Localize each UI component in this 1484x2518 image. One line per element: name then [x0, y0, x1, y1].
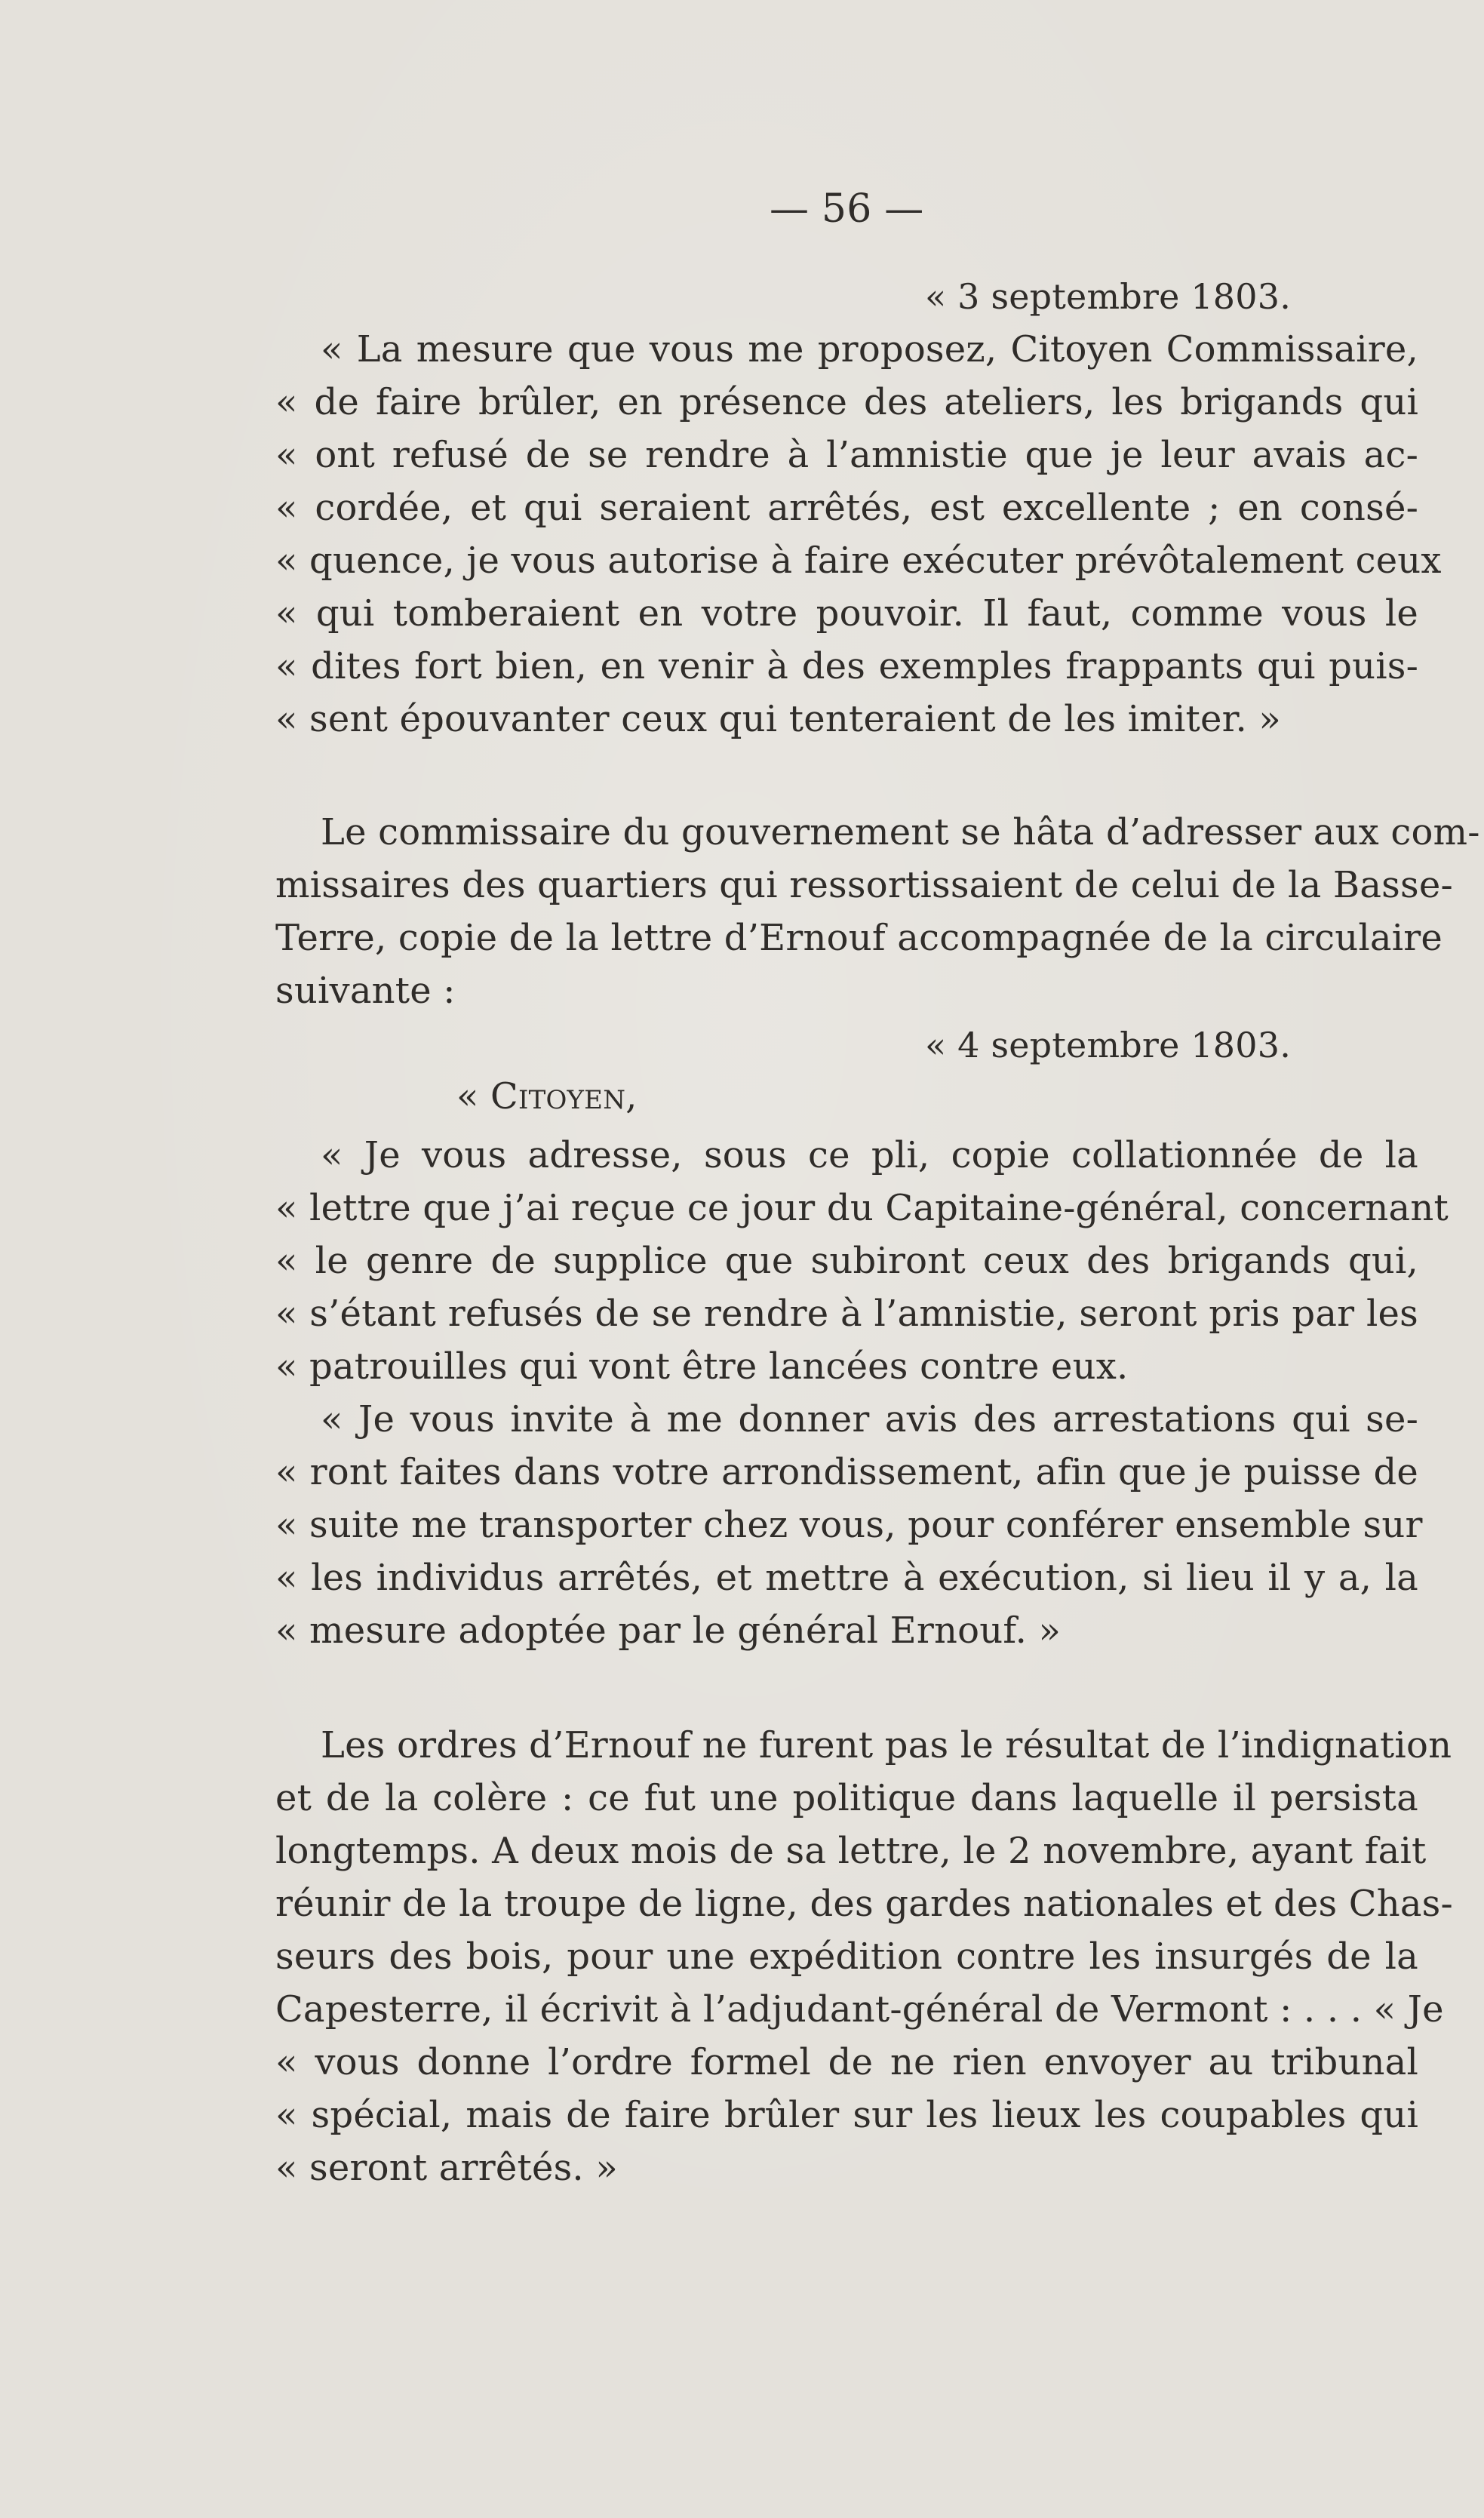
body-line: suivante :	[275, 970, 456, 1012]
letter-line: « Je vous invite à me donner avis des arrestations qui se-	[321, 1398, 1418, 1440]
letter-salutation: « Citoyen,	[456, 1075, 638, 1118]
letter-line: « mesure adoptée par le général Ernouf. »	[275, 1609, 1062, 1652]
body-line: « seront arrêtés. »	[275, 2147, 618, 2189]
letter-line: « cordée, et qui seraient arrêtés, est excellente ; en consé-	[275, 487, 1418, 529]
page-number: — 56 —	[770, 186, 924, 232]
letter-line: « ont refusé de se rendre à l’amnistie que je leur avais ac-	[275, 434, 1418, 476]
letter-date: « 4 septembre 1803.	[925, 1025, 1292, 1065]
letter-line: « ront faites dans votre arrondissement, afin que je puisse de	[275, 1451, 1418, 1493]
letter-line: « le genre de supplice que subiront ceux des brigands qui,	[275, 1240, 1418, 1282]
body-line: Terre, copie de la lettre d’Ernouf accompagnée de la circulaire	[275, 917, 1443, 959]
body-line: Le commissaire du gouvernement se hâta d’adresser aux com-	[321, 811, 1480, 853]
letter-line: « suite me transporter chez vous, pour conférer ensemble sur	[275, 1504, 1423, 1546]
letter-line: « sent épouvanter ceux qui tenteraient de les imiter. »	[275, 698, 1281, 740]
letter-line: « La mesure que vous me proposez, Citoyen Commissaire,	[321, 328, 1418, 370]
letter-line: « de faire brûler, en présence des ateliers, les brigands qui	[275, 381, 1418, 423]
body-line: réunir de la troupe de ligne, des gardes nationales et des Chas-	[275, 1883, 1453, 1925]
letter-date: « 3 septembre 1803.	[925, 276, 1292, 317]
letter-line: « Je vous adresse, sous ce pli, copie collationnée de la	[321, 1134, 1418, 1176]
body-line: Les ordres d’Ernouf ne furent pas le résultat de l’indignation	[321, 1724, 1452, 1766]
letter-line: « les individus arrêtés, et mettre à exécution, si lieu il y a, la	[275, 1557, 1418, 1599]
letter-line: « s’étant refusés de se rendre à l’amnistie, seront pris par les	[275, 1293, 1418, 1335]
body-line: Capesterre, il écrivit à l’adjudant-général de Vermont : . . . « Je	[275, 1988, 1444, 2031]
body-line: missaires des quartiers qui ressortissaient de celui de la Basse-	[275, 864, 1453, 906]
body-line: « vous donne l’ordre formel de ne rien envoyer au tribunal	[275, 2041, 1418, 2083]
letter-line: « quence, je vous autorise à faire exécuter prévôtalement ceux	[275, 540, 1442, 582]
letter-line: « qui tomberaient en votre pouvoir. Il faut, comme vous le	[275, 592, 1418, 635]
letter-line: « dites fort bien, en venir à des exemples frappants qui puis-	[275, 645, 1418, 687]
body-line: et de la colère : ce fut une politique dans laquelle il persista	[275, 1777, 1418, 1819]
body-line: « spécial, mais de faire brûler sur les lieux les coupables qui	[275, 2094, 1418, 2136]
letter-line: « patrouilles qui vont être lancées contre eux.	[275, 1345, 1129, 1388]
letter-line: « lettre que j’ai reçue ce jour du Capitaine-général, concernant	[275, 1187, 1449, 1229]
body-line: seurs des bois, pour une expédition contre les insurgés de la	[275, 1935, 1418, 1978]
body-line: longtemps. A deux mois de sa lettre, le 2 novembre, ayant fait	[275, 1830, 1427, 1872]
